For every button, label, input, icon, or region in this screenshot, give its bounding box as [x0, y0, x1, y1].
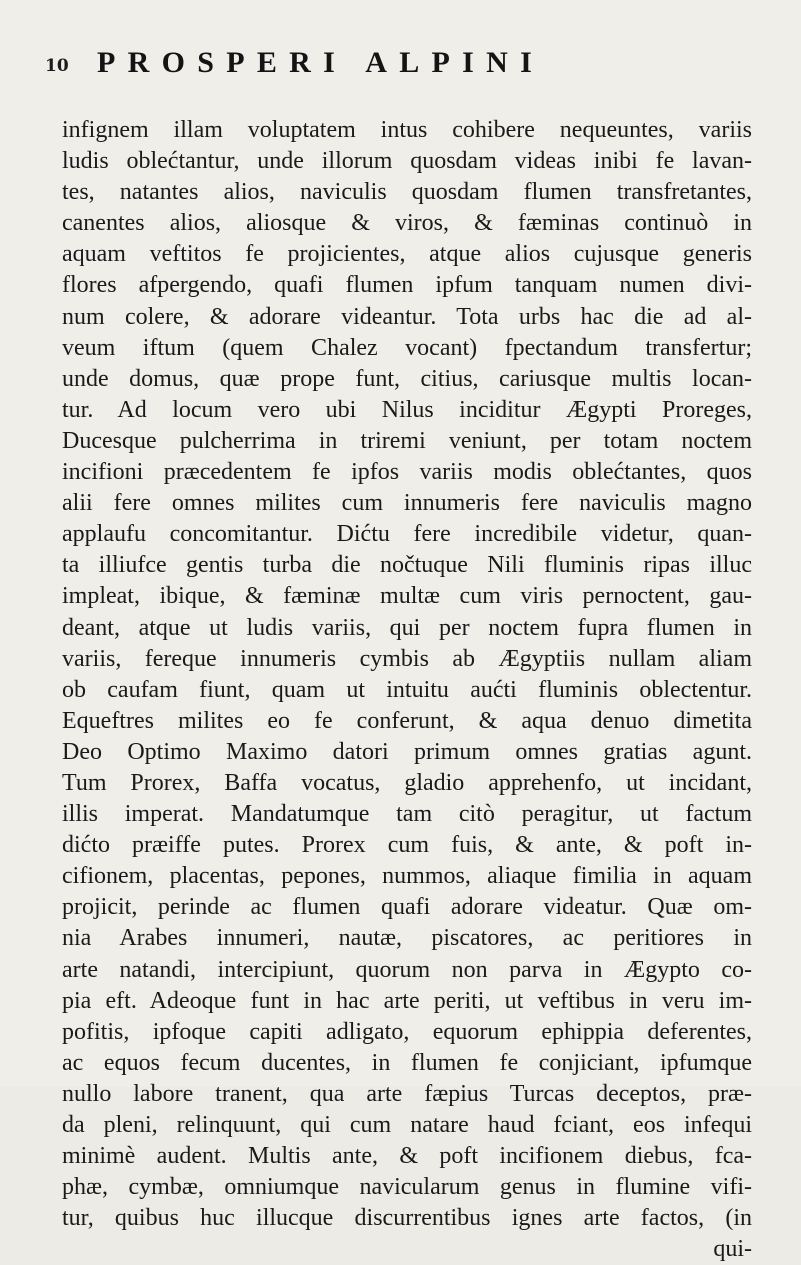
- text-line: dićto præiffe putes. Prorex cum fuis, & ante, & poft in-: [62, 832, 752, 859]
- text-line: minimè audent. Multis ante, & poft incifionem diebus, fca-: [62, 1143, 752, 1170]
- text-line: Deo Optimo Maximo datori primum omnes gratias agunt.: [62, 738, 752, 765]
- page-header: [45, 46, 755, 86]
- text-line: unde domus, quæ prope funt, citius, cariusque multis locan-: [62, 365, 752, 392]
- text-line: ta illiufce gentis turba die nočtuque Nili fluminis ripas illuc: [62, 552, 752, 579]
- text-line: Ducesque pulcherrima in triremi veniunt, per totam noctem: [62, 427, 752, 454]
- text-line: da pleni, relinquunt, qui cum natare haud fciant, eos infequi: [62, 1112, 752, 1138]
- text-line: ac equos fecum ducentes, in flumen fe conjiciant, ipfumque: [62, 1049, 752, 1076]
- catchword: qui-: [713, 1236, 752, 1263]
- text-line: projicit, perinde ac flumen quafi adorare videatur. Quæ om-: [62, 894, 752, 921]
- text-line: pofitis, ipfoque capiti adligato, equorum ephippia deferentes,: [62, 1018, 752, 1045]
- text-line: alii fere omnes milites cum innumeris fere naviculis magno: [62, 490, 752, 517]
- text-line: nia Arabes innumeri, nautæ, piscatores, ac peritiores in: [62, 925, 752, 952]
- text-line: applaufu concomitantur. Dićtu fere incredibile videtur, quan-: [62, 521, 752, 548]
- text-line: illis imperat. Mandatumque tam citò peragitur, ut factum: [62, 801, 752, 828]
- text-line: aquam veftitos fe projicientes, atque alios cujusque generis: [62, 241, 752, 268]
- running-head: PROSPERI ALPINI: [97, 46, 545, 79]
- text-line: tur, quibus huc illucque discurrentibus ignes arte factos, (in: [62, 1205, 752, 1232]
- text-line: veum iftum (quem Chalez vocant) fpectandum transfertur;: [62, 334, 752, 361]
- text-line: impleat, ibique, & fæminæ multæ cum viris pernoctent, gau-: [62, 583, 752, 610]
- text-line: tes, natantes alios, naviculis quosdam flumen transfretantes,: [62, 179, 752, 206]
- text-line: num colere, & adorare videantur. Tota urbs hac die ad al-: [62, 303, 752, 330]
- text-line: flores afpergendo, quafi flumen ipfum tanquam numen divi-: [62, 272, 752, 299]
- text-line: incifioni præcedentem fe ipfos variis modis oblećtantes, quos: [62, 459, 752, 486]
- text-line: cifionem, placentas, pepones, nummos, aliaque fimilia in aquam: [62, 863, 752, 890]
- text-line: Equeftres milites eo fe conferunt, & aqua denuo dimetita: [62, 707, 752, 734]
- text-line: Tum Prorex, Baffa vocatus, gladio apprehenfo, ut incidant,: [62, 769, 752, 796]
- text-line: canentes alios, aliosque & viros, & fæminas continuò in: [62, 210, 752, 237]
- text-line: pia eft. Adeoque funt in hac arte periti, ut veftibus in veru im-: [62, 987, 752, 1014]
- text-line: tur. Ad locum vero ubi Nilus inciditur Ægypti Proreges,: [62, 396, 752, 423]
- page-number: 10: [45, 56, 69, 76]
- body-text: [62, 115, 752, 1265]
- text-line: infignem illam voluptatem intus cohibere nequeuntes, variis: [62, 117, 752, 143]
- text-line: variis, fereque innumeris cymbis ab Ægyptiis nullam aliam: [62, 645, 752, 672]
- text-line: deant, atque ut ludis variis, qui per noctem fupra flumen in: [62, 614, 752, 641]
- text-line: ob caufam fiunt, quam ut intuitu aućti fluminis oblectentur.: [62, 676, 752, 703]
- text-line: phæ, cymbæ, omniumque navicularum genus in flumine vifi-: [62, 1174, 752, 1201]
- text-line: arte natandi, intercipiunt, quorum non parva in Ægypto co-: [62, 956, 752, 983]
- text-line: nullo labore tranent, qua arte fæpius Turcas deceptos, præ-: [62, 1080, 752, 1107]
- text-line: ludis oblećtantur, unde illorum quosdam videas inibi fe lavan-: [62, 148, 752, 175]
